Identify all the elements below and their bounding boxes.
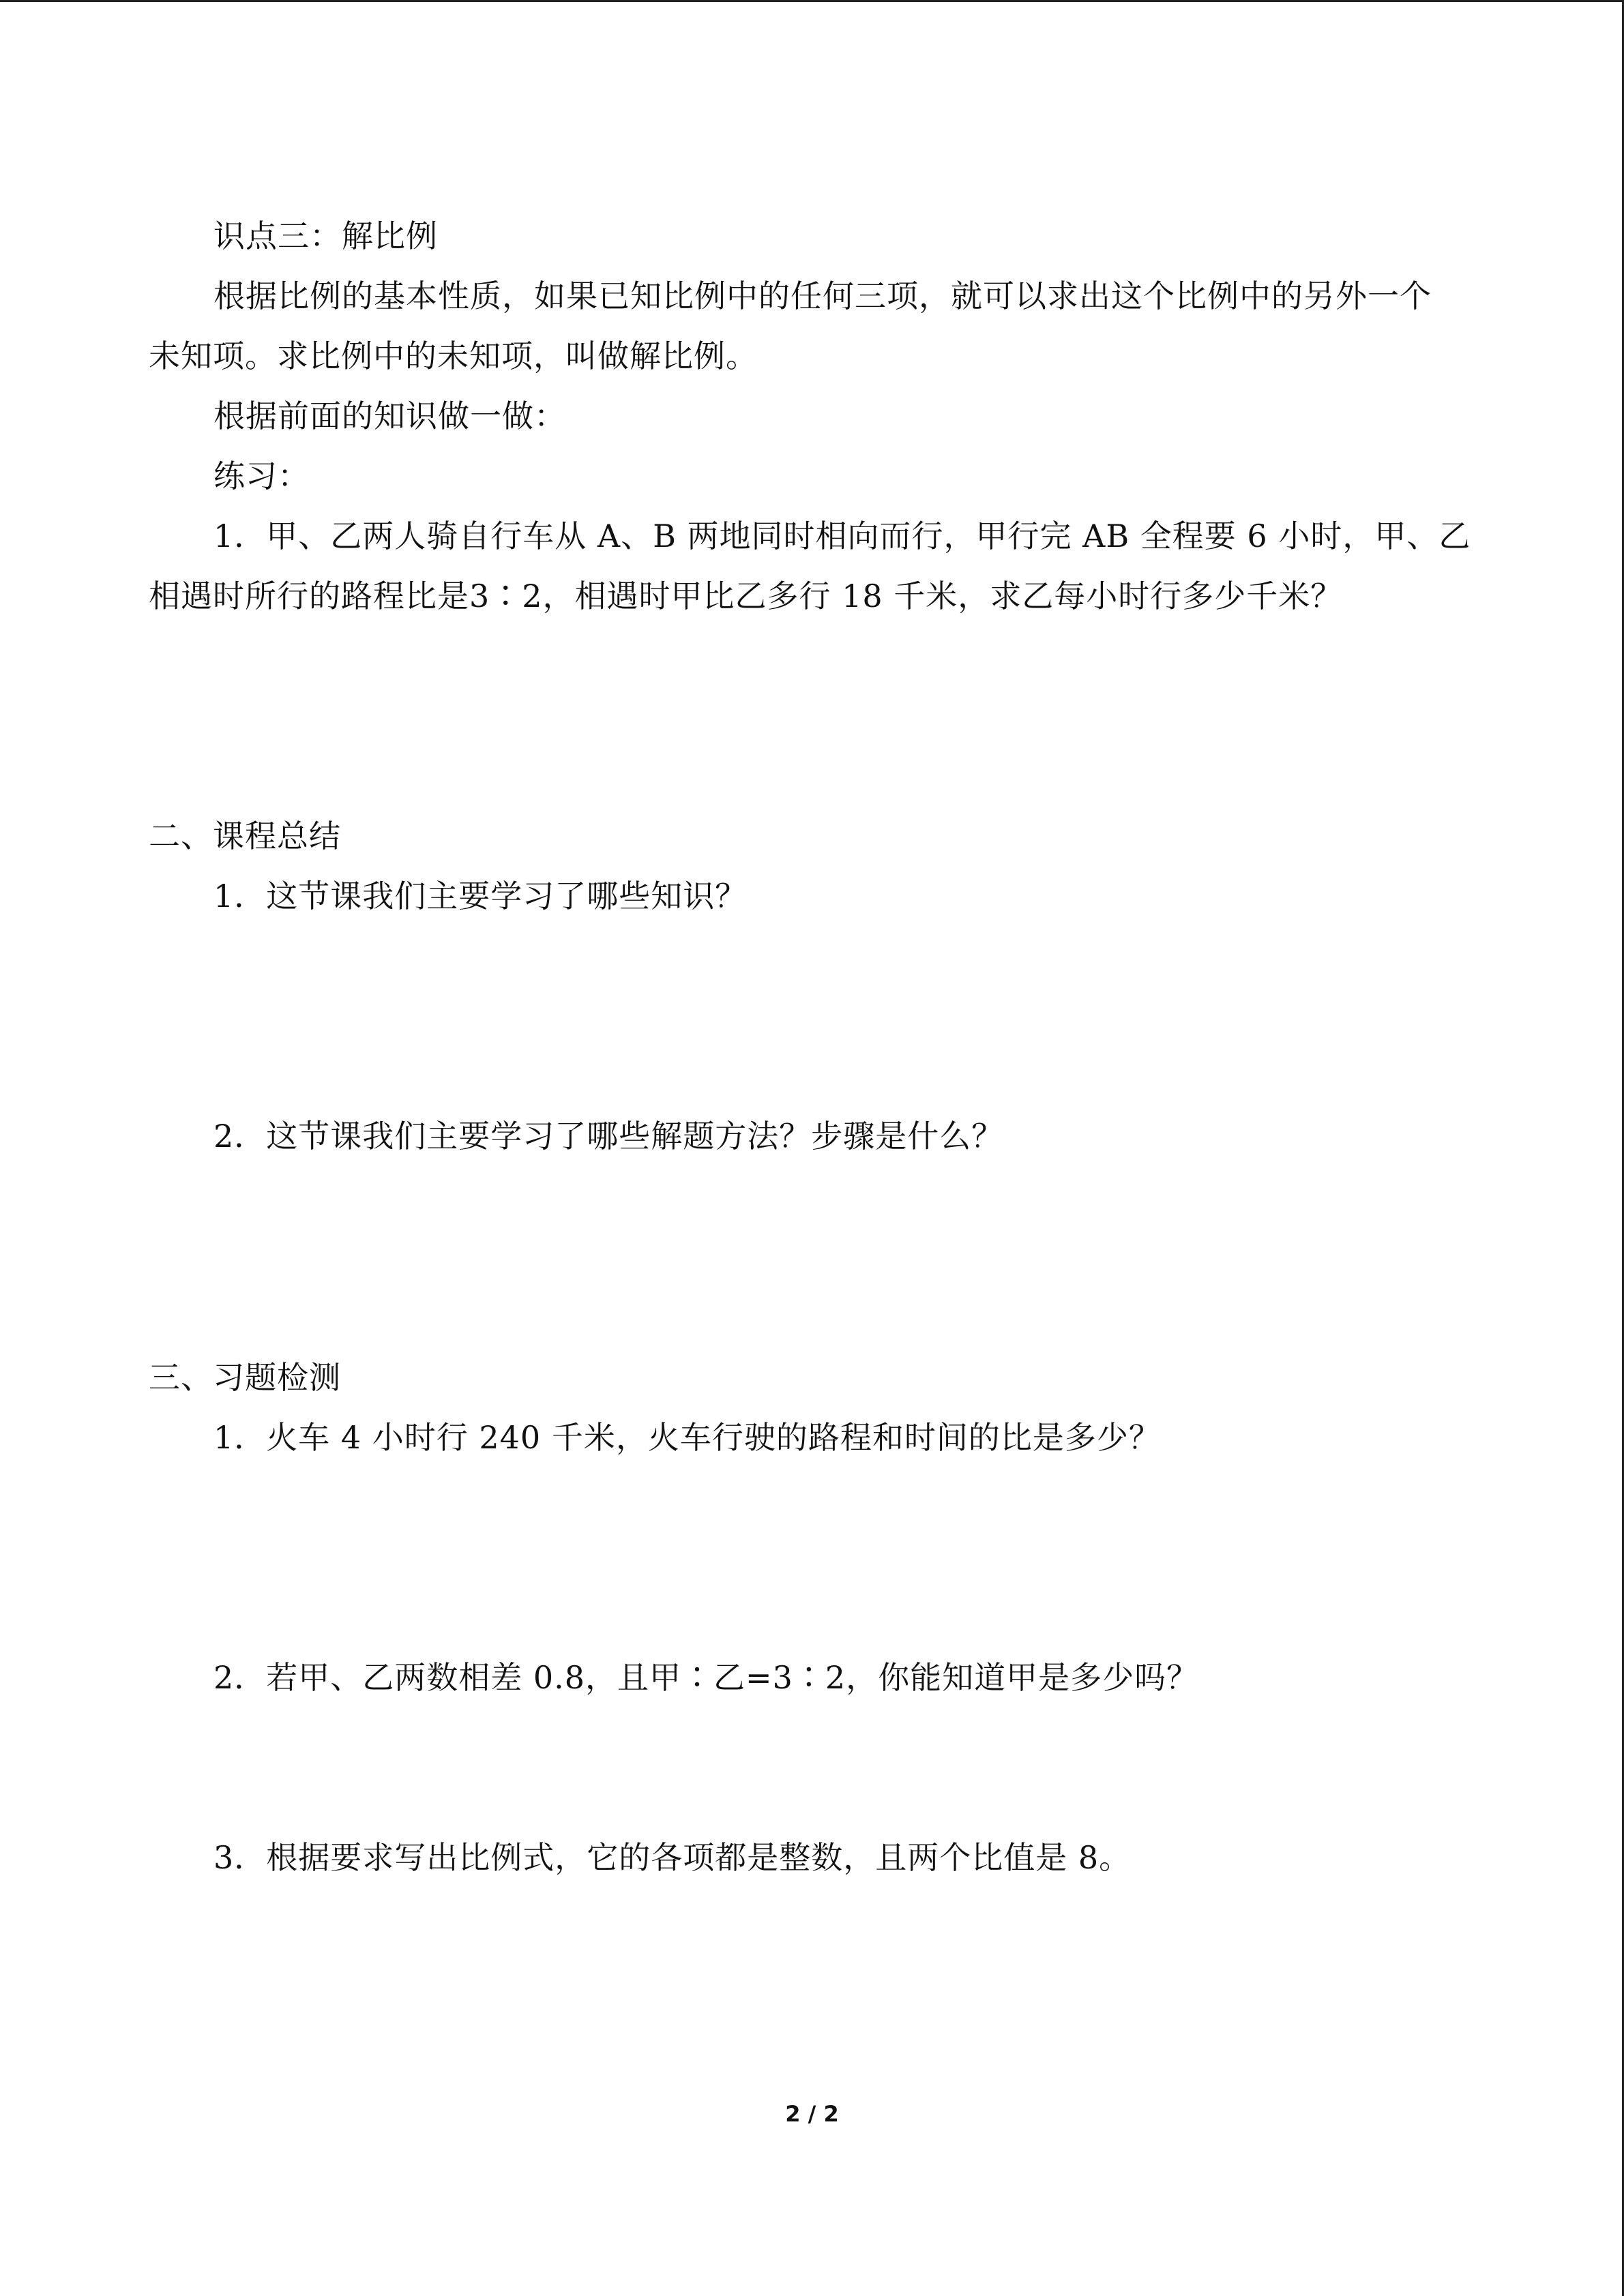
knowledge-paragraph-line-2: 未知项。求比例中的未知项，叫做解比例。 — [149, 338, 758, 374]
page-top-border — [0, 0, 1624, 2]
summary-section-heading: 二、课程总结 — [149, 818, 341, 854]
page-number: 2 / 2 — [785, 2101, 839, 2127]
summary-question-2: 2．这节课我们主要学习了哪些解题方法？步骤是什么？ — [213, 1118, 1004, 1154]
practice-prompt: 根据前面的知识做一做： — [213, 398, 566, 434]
practice-exercise-1-line-1: 1．甲、乙两人骑自行车从 A、B 两地同时相向而行，甲行完 AB 全程要 6 小时，甲、乙 — [213, 518, 1471, 554]
test-section-heading: 三、习题检测 — [149, 1359, 341, 1396]
practice-exercise-1-line-2: 相遇时所行的路程比是3∶2，相遇时甲比乙多行 18 千米，求乙每小时行多少千米？ — [149, 578, 1343, 614]
practice-label: 练习： — [213, 458, 310, 494]
knowledge-point-heading: 识点三：解比例 — [213, 218, 438, 254]
summary-question-1: 1．这节课我们主要学习了哪些知识？ — [213, 878, 748, 914]
test-question-3: 3．根据要求写出比例式，它的各项都是整数，且两个比值是 8。 — [213, 1839, 1132, 1876]
test-question-2: 2．若甲、乙两数相差 0.8，且甲∶乙=3∶2，你能知道甲是多少吗？ — [213, 1659, 1199, 1696]
knowledge-paragraph-line-1: 根据比例的基本性质，如果已知比例中的任何三项，就可以求出这个比例中的另外一个 — [213, 278, 1432, 314]
test-question-1: 1．火车 4 小时行 240 千米，火车行驶的路程和时间的比是多少？ — [213, 1419, 1161, 1456]
